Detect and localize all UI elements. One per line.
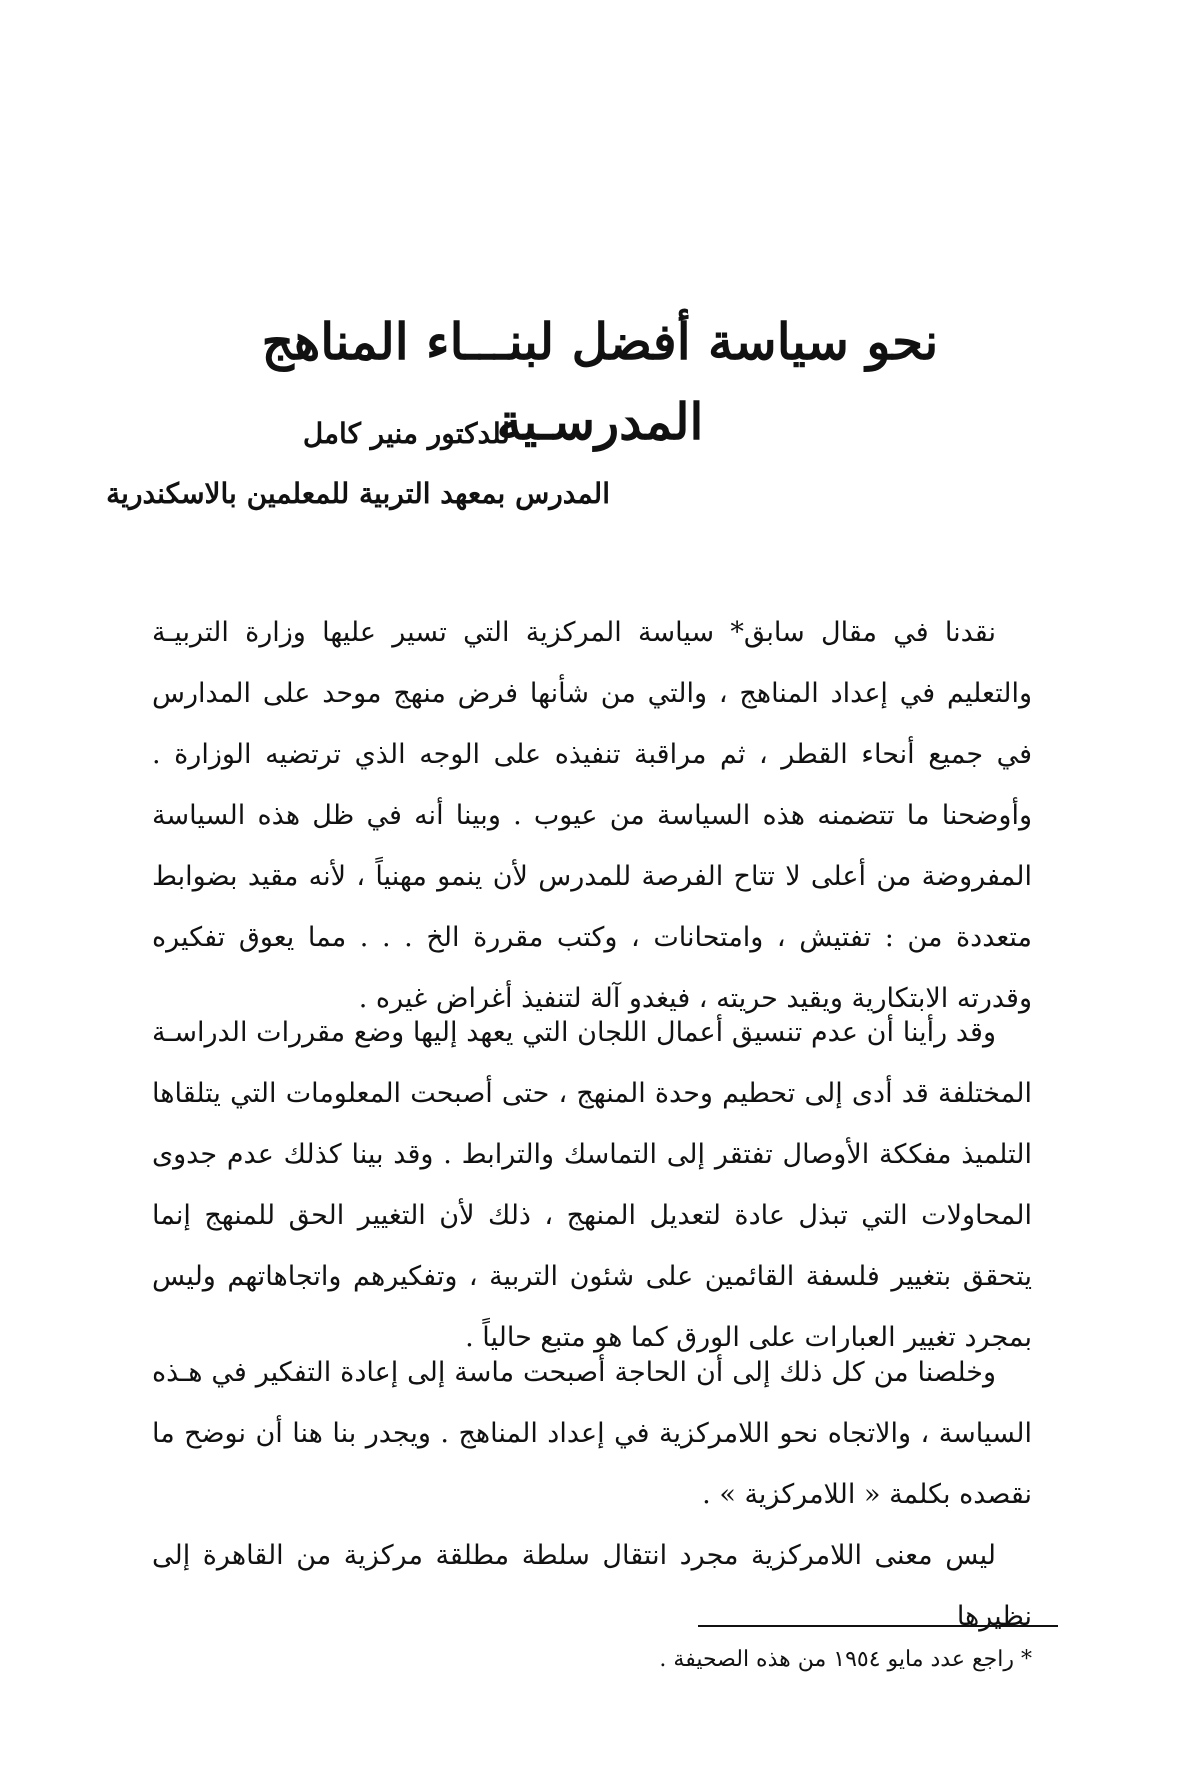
author-affiliation: المدرس بمعهد التربية للمعلمين بالاسكندرية [106,477,610,510]
author-name: للدكتور منير كامل [302,417,510,450]
footnote: * راجع عدد مايو ١٩٥٤ من هذه الصحيفة . [659,1647,1032,1672]
paragraph-4: ليس معنى اللامركزية مجرد انتقال سلطة مطلقة مركزية من القاهرة إلى نظيرها [152,1540,1032,1632]
footnote-divider [698,1625,1058,1627]
paragraph-2: وقد رأينا أن عدم تنسيق أعمال اللجان التي يعهد إليها وضع مقررات الدراسـة المختلفة قد أدى إلى تحطيم وحدة المنهج ، حتى أصبحت المعلومات التي يتلقاها التلميذ مفككة الأوصال تفتقر إلى التماسك والترابط . وقد بينا كذلك عدم جدوى المحاولات التي تبذل عادة لتعديل المنهج ، ذلك لأن التغيير الحق للمنهج إنما يتحقق بتغيير فلسفة القائمين على شئون التربية ، وتفكيرهم واتجاهاتهم وليس بمجرد تغيير العبارات على الورق كما هو متبع حالياً . [152,1017,1032,1353]
paragraph-3: وخلصنا من كل ذلك إلى أن الحاجة أصبحت ماسة إلى إعادة التفكير في هـذه السياسة ، والاتجاه نحو اللامركزية في إعداد المناهج . ويجدر بنا هنا أن نوضح ما نقصده بكلمة « اللامركزية » . [152,1357,1032,1510]
paragraph-1: نقدنا في مقال سابق* سياسة المركزية التي تسير عليها وزارة التربيـة والتعليم في إعداد المناهج ، والتي من شأنها فرض منهج موحد على المدارس في جميع أنحاء القطر ، ثم مراقبة تنفيذه على الوجه الذي ترتضيه الوزارة . وأوضحنا ما تتضمنه هذه السياسة من عيوب . وبينا أنه في ظل هذه السياسة المفروضة من أعلى لا تتاح الفرصة للمدرس لأن ينمو مهنياً ، لأنه مقيد بضوابط متعددة من : تفتيش ، وامتحانات ، وكتب مقررة الخ . . . مما يعوق تفكيره وقدرته الابتكارية ويقيد حريته ، فيغدو آلة لتنفيذ أغراض غيره . [152,617,1032,1014]
article-title: نحو سياسة أفضل لبنـــاء المناهج المدرسـية [261,312,939,451]
